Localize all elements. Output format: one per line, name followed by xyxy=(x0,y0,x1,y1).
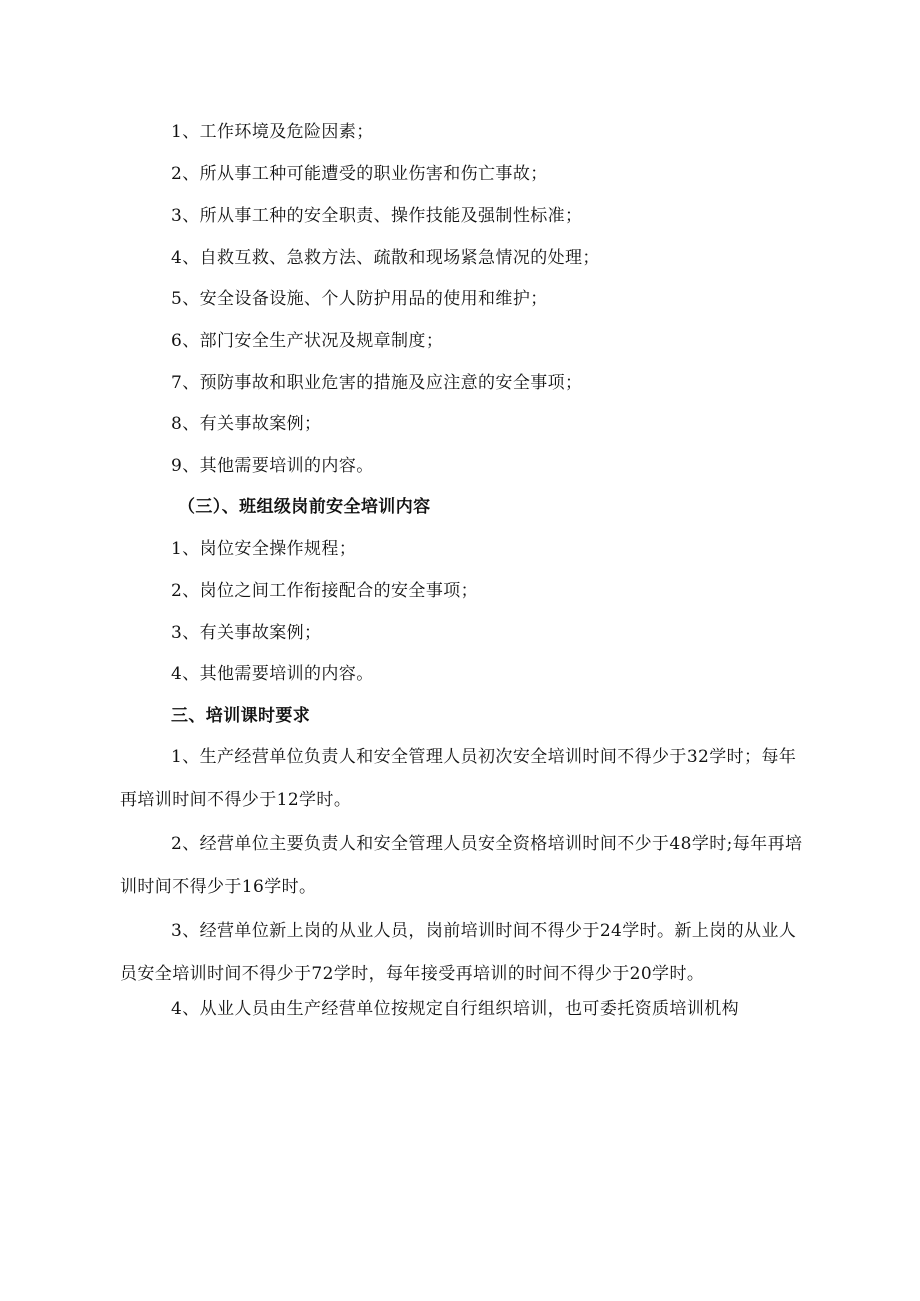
list-item: 4、自救互救、急救方法、疏散和现场紧急情况的处理； xyxy=(171,248,600,268)
list-item: 4、其他需要培训的内容。 xyxy=(171,664,374,684)
list-item: 8、有关事故案例； xyxy=(171,414,322,434)
paragraph: 4、从业人员由生产经营单位按规定自行组织培训，也可委托资质培训机构 xyxy=(171,999,740,1019)
list-item: 2、岗位之间工作衔接配合的安全事项； xyxy=(171,581,479,601)
list-item: 7、预防事故和职业危害的措施及应注意的安全事项； xyxy=(171,373,583,393)
list-item: 2、所从事工种可能遭受的职业伤害和伤亡事故； xyxy=(171,164,548,184)
paragraph: 1、生产经营单位负责人和安全管理人员初次安全培训时间不得少于32学时；每年再培训时间不得少于12学时。 xyxy=(120,747,797,810)
list-item: 1、工作环境及危险因素； xyxy=(171,122,374,142)
list-item: 3、所从事工种的安全职责、操作技能及强制性标准； xyxy=(171,206,583,226)
list-item: 6、部门安全生产状况及规章制度； xyxy=(171,331,444,351)
paragraph: 2、经营单位主要负责人和安全管理人员安全资格培训时间不少于48学时;每年再培训时间不得少于16学时。 xyxy=(120,834,803,897)
list-item: 5、安全设备设施、个人防护用品的使用和维护； xyxy=(171,289,548,309)
list-item: 1、岗位安全操作规程； xyxy=(171,539,357,559)
list-item: 3、有关事故案例； xyxy=(171,623,322,643)
chapter-heading: 三、培训课时要求 xyxy=(171,706,311,726)
list-item: 9、其他需要培训的内容。 xyxy=(171,456,374,476)
paragraph: 3、经营单位新上岗的从业人员，岗前培训时间不得少于24学时。新上岗的从业人员安全培训时间不得少于72学时，每年接受再培训的时间不得少于20学时。 xyxy=(120,921,797,984)
section-heading: （三）、班组级岗前安全培训内容 xyxy=(178,497,431,517)
